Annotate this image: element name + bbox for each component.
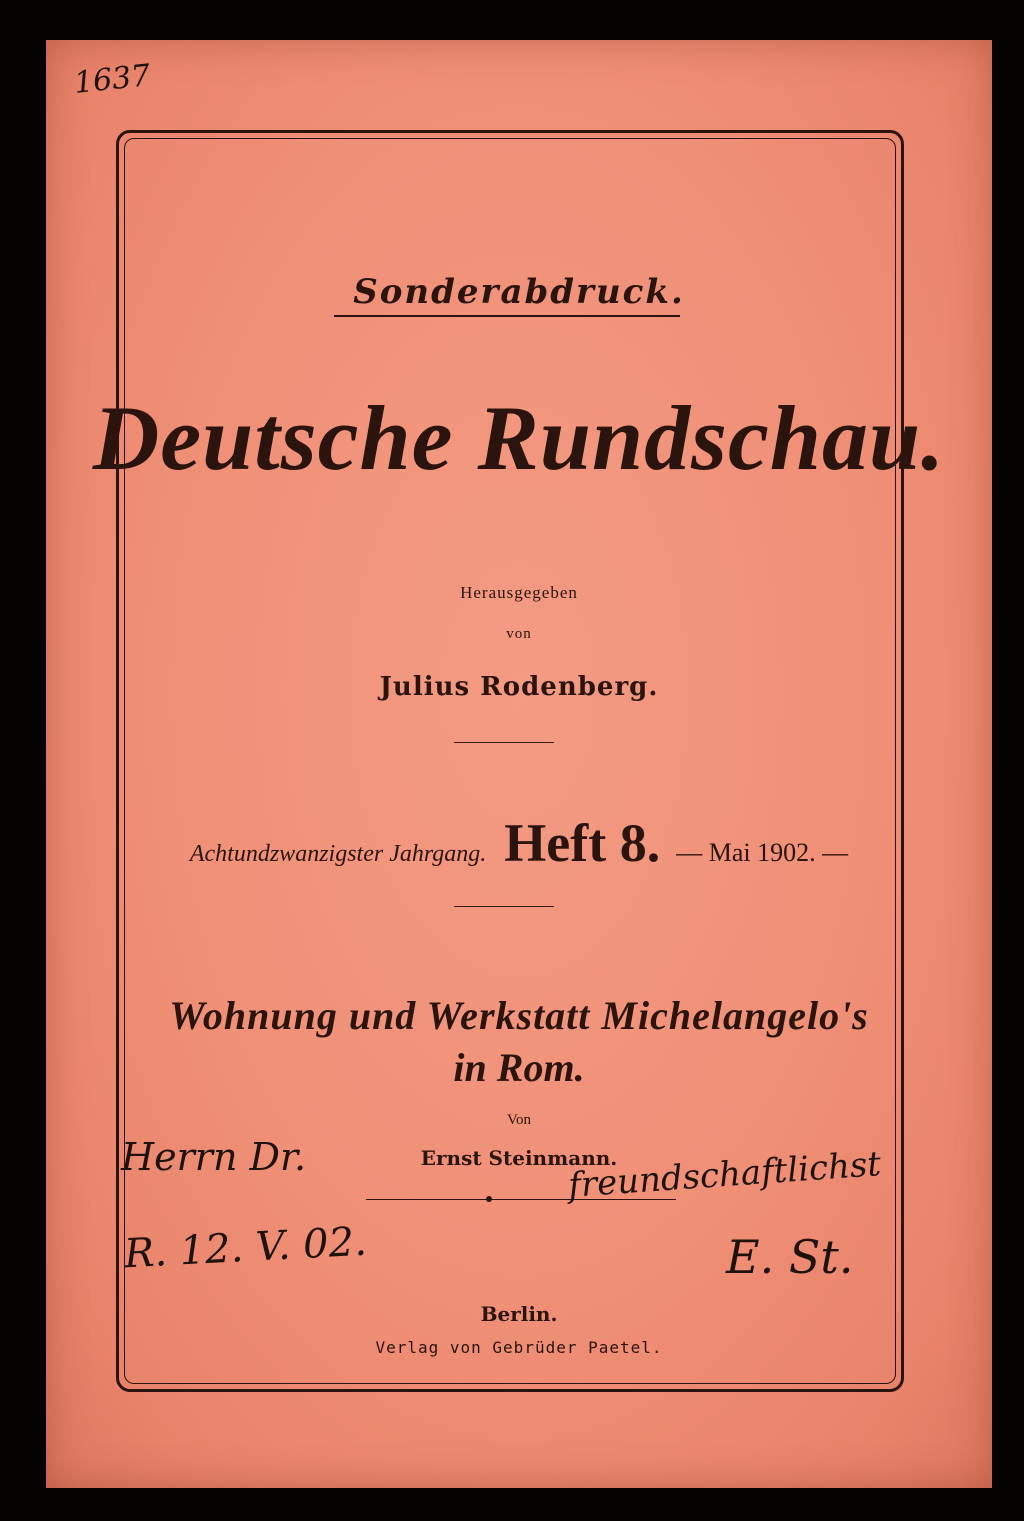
offprint-label-underline <box>334 315 680 317</box>
cover-border-inner <box>124 138 896 1384</box>
offprint-label: Sonderabdruck. <box>353 272 685 312</box>
journal-title: Deutsche Rundschau. <box>92 387 946 489</box>
issue-number: Heft 8. <box>504 813 661 873</box>
inventory-number-handwritten: 1637 <box>72 58 152 101</box>
dedication-handwritten-left: Herrn Dr. <box>121 1135 307 1179</box>
editor-name: Julius Rodenberg. <box>379 672 659 702</box>
publisher-city: Berlin. <box>480 1302 558 1326</box>
editor-von: von <box>506 626 532 642</box>
issue-line <box>46 812 992 882</box>
author-name: Ernst Steinmann. <box>420 1146 618 1170</box>
volume-label: Achtundzwanzigster Jahrgang. <box>189 841 487 867</box>
author-von: Von <box>507 1112 531 1128</box>
pamphlet-cover <box>46 40 992 1488</box>
dedication-handwritten-right: freundschaftlichst <box>566 1144 883 1206</box>
divider-bottom <box>454 906 554 907</box>
work-title-line-2: in Rom. <box>453 1045 585 1090</box>
editor-intro: Herausgegeben <box>460 583 578 602</box>
issue-date: — Mai 1902. — <box>676 838 849 867</box>
publisher-name: Verlag von Gebrüder Paetel. <box>375 1338 663 1357</box>
divider-top <box>454 742 554 743</box>
work-title-line-1: Wohnung und Werkstatt Michelangelo's <box>169 993 869 1038</box>
date-handwritten: R. 12. V. 02. <box>122 1218 368 1278</box>
signature-handwritten: E. St. <box>726 1230 854 1284</box>
